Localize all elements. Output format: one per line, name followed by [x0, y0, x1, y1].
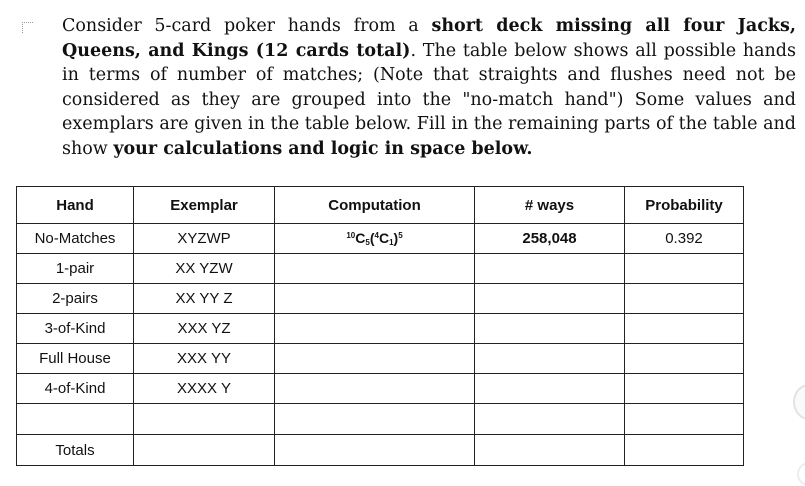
blank-cell [275, 404, 475, 435]
scroll-handle[interactable] [793, 384, 805, 420]
table-row [17, 374, 744, 404]
blank-cell [475, 404, 625, 435]
blank-cell [625, 404, 744, 435]
exemplar-cell: XX YY Z [134, 284, 275, 314]
hands-table [16, 186, 744, 466]
hand-cell: 1-pair [17, 254, 134, 284]
computation-cell[interactable] [275, 314, 475, 344]
totals-cell[interactable] [134, 435, 275, 466]
header-probability: Probability [625, 187, 744, 224]
probability-cell[interactable] [625, 284, 744, 314]
prompt-bold-1: short deck missing all four Jacks, Queens, and Kings (12 cards total) [62, 16, 796, 61]
prompt-text-1: Consider 5-card poker hands from a [62, 16, 432, 36]
blank-cell [17, 404, 134, 435]
table-row [17, 284, 744, 314]
header-exemplar: Exemplar [134, 187, 275, 224]
hand-cell: No-Matches [17, 224, 134, 254]
margin-marker [22, 22, 33, 33]
table-row [17, 224, 744, 254]
hand-cell: 3-of-Kind [17, 314, 134, 344]
exemplar-cell: XXXX Y [134, 374, 275, 404]
probability-cell[interactable] [625, 344, 744, 374]
hand-cell: 2-pairs [17, 284, 134, 314]
exemplar-cell: XXX YY [134, 344, 275, 374]
totals-cell[interactable] [475, 435, 625, 466]
computation-cell[interactable] [275, 374, 475, 404]
exemplar-cell: XXX YZ [134, 314, 275, 344]
probability-cell[interactable] [625, 314, 744, 344]
computation-cell[interactable] [275, 284, 475, 314]
table-row [17, 314, 744, 344]
totals-cell[interactable] [275, 435, 475, 466]
hand-cell: Full House [17, 344, 134, 374]
blank-cell [134, 404, 275, 435]
probability-cell[interactable]: 0.392 [625, 224, 744, 254]
computation-cell[interactable] [275, 344, 475, 374]
table-header-row [17, 187, 744, 224]
exemplar-cell: XYZWP [134, 224, 275, 254]
header-ways: # ways [475, 187, 625, 224]
hand-cell: 4-of-Kind [17, 374, 134, 404]
header-computation: Computation [275, 187, 475, 224]
ways-cell[interactable] [475, 254, 625, 284]
probability-cell[interactable] [625, 254, 744, 284]
blank-row [17, 404, 744, 435]
ways-cell[interactable] [475, 344, 625, 374]
prompt-bold-2: your calculations and logic in space below. [113, 138, 533, 159]
ways-cell[interactable] [475, 314, 625, 344]
totals-cell[interactable] [625, 435, 744, 466]
ways-cell[interactable]: 258,048 [475, 224, 625, 254]
header-hand: Hand [17, 187, 134, 224]
scroll-handle-lower[interactable] [797, 462, 805, 486]
computation-formula: $^{10}C_5(^4C_1)^5$ [346, 230, 403, 247]
ways-cell[interactable] [475, 374, 625, 404]
exemplar-cell: XX YZW [134, 254, 275, 284]
problem-statement [62, 14, 796, 161]
totals-label: Totals [17, 435, 134, 466]
table-row [17, 344, 744, 374]
prompt-text-2: . The table below shows all possible hands in terms of number of matches; (Note that straights and flushes need not be considered as they are grouped into the "no-match hand") Some values and exemplars are given in the table below. Fill in the remaining parts of the table and show [62, 40, 796, 159]
computation-cell[interactable] [275, 254, 475, 284]
probability-cell[interactable] [625, 374, 744, 404]
computation-cell[interactable] [275, 224, 475, 254]
table-row [17, 254, 744, 284]
totals-row [17, 435, 744, 466]
ways-cell[interactable] [475, 284, 625, 314]
